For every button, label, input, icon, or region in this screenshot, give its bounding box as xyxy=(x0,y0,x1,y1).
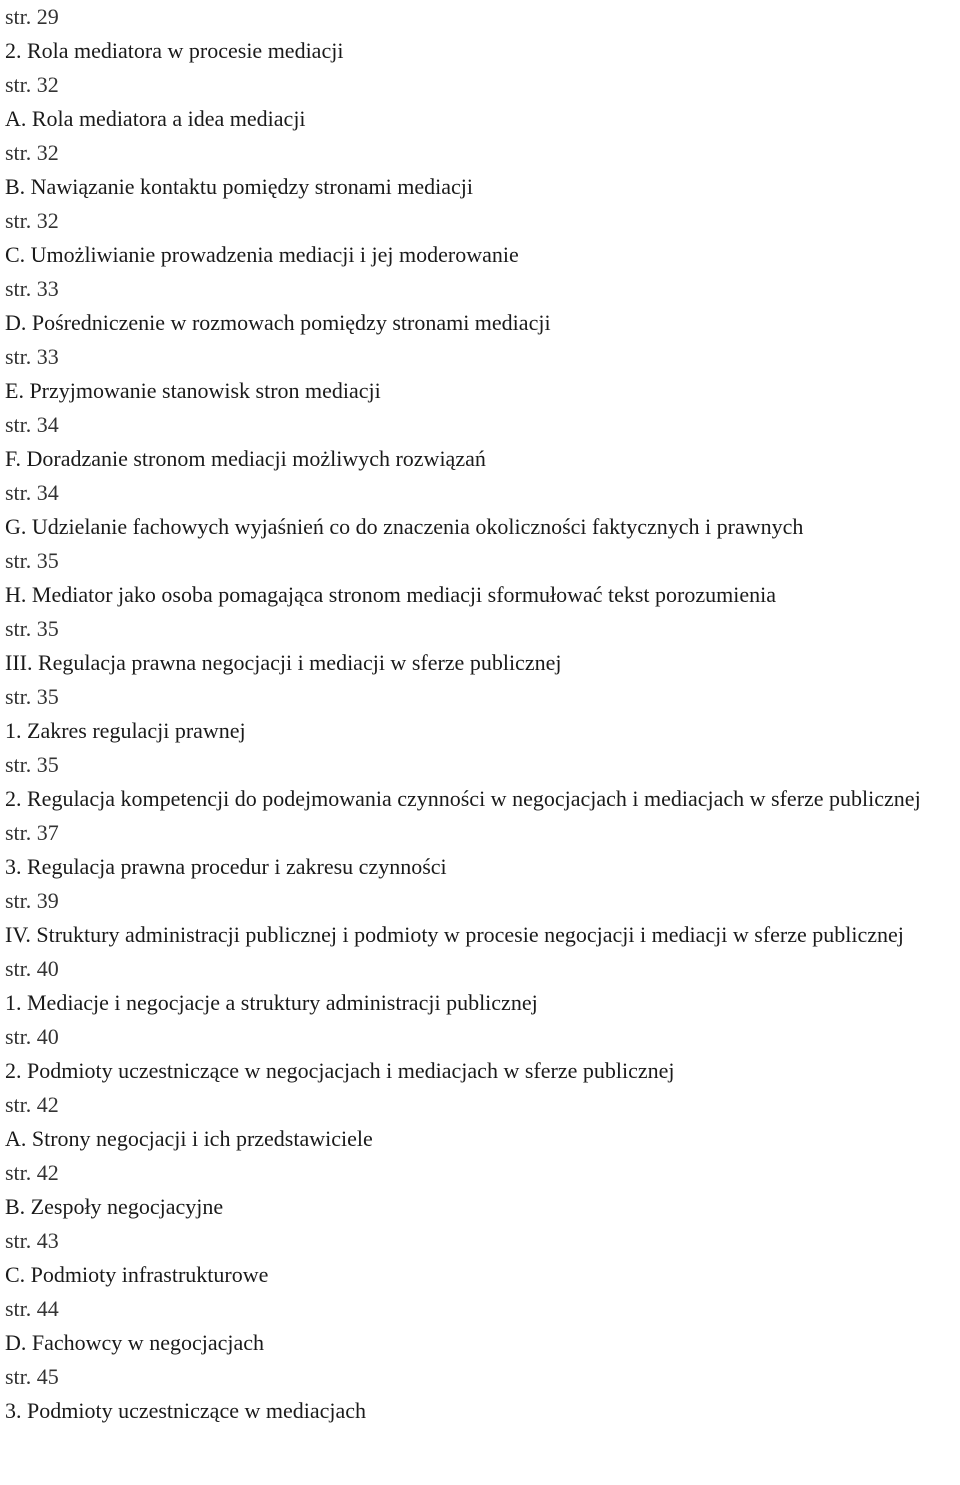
toc-page-number: str. 32 xyxy=(5,72,59,97)
toc-page-number: str. 35 xyxy=(5,752,59,777)
toc-entry-title: 2. Rola mediatora w procesie mediacji xyxy=(5,38,344,63)
toc-page-number: str. 37 xyxy=(5,820,59,845)
toc-entry-title: D. Pośredniczenie w rozmowach pomiędzy stronami mediacji xyxy=(5,310,551,335)
table-of-contents xyxy=(5,0,955,1428)
toc-page-number: str. 45 xyxy=(5,1364,59,1389)
toc-page-number: str. 29 xyxy=(5,4,59,29)
toc-page-number: str. 42 xyxy=(5,1160,59,1185)
toc-page-number: str. 35 xyxy=(5,548,59,573)
toc-page-number: str. 33 xyxy=(5,344,59,369)
toc-entry-title: IV. Struktury administracji publicznej i podmioty w procesie negocjacji i mediacji w sferze publicznej xyxy=(5,922,904,947)
toc-entry-title: A. Rola mediatora a idea mediacji xyxy=(5,106,306,131)
toc-entry-title: F. Doradzanie stronom mediacji możliwych rozwiązań xyxy=(5,446,486,471)
toc-entry-title: H. Mediator jako osoba pomagająca stronom mediacji sformułować tekst porozumienia xyxy=(5,582,776,607)
toc-page-number: str. 33 xyxy=(5,276,59,301)
toc-entry-title: C. Podmioty infrastrukturowe xyxy=(5,1262,269,1287)
toc-page-number: str. 44 xyxy=(5,1296,59,1321)
toc-entry-title: C. Umożliwianie prowadzenia mediacji i jej moderowanie xyxy=(5,242,519,267)
toc-entry-title: G. Udzielanie fachowych wyjaśnień co do znaczenia okoliczności faktycznych i prawnych xyxy=(5,514,804,539)
toc-entry-title: 3. Regulacja prawna procedur i zakresu czynności xyxy=(5,854,447,879)
toc-page-number: str. 42 xyxy=(5,1092,59,1117)
toc-entry-title: B. Zespoły negocjacyjne xyxy=(5,1194,224,1219)
toc-page-number: str. 35 xyxy=(5,684,59,709)
toc-page-number: str. 40 xyxy=(5,1024,59,1049)
toc-entry-title: A. Strony negocjacji i ich przedstawiciele xyxy=(5,1126,373,1151)
toc-entry-title: III. Regulacja prawna negocjacji i mediacji w sferze publicznej xyxy=(5,650,562,675)
toc-entry-title: E. Przyjmowanie stanowisk stron mediacji xyxy=(5,378,381,403)
toc-page-number: str. 34 xyxy=(5,412,59,437)
toc-page-number: str. 32 xyxy=(5,140,59,165)
toc-entry-title: 2. Podmioty uczestniczące w negocjacjach i mediacjach w sferze publicznej xyxy=(5,1058,675,1083)
toc-entry-title: 2. Regulacja kompetencji do podejmowania czynności w negocjacjach i mediacjach w sferze publicznej xyxy=(5,786,921,811)
toc-page-number: str. 40 xyxy=(5,956,59,981)
toc-page-number: str. 39 xyxy=(5,888,59,913)
toc-entry-title: B. Nawiązanie kontaktu pomiędzy stronami mediacji xyxy=(5,174,473,199)
toc-page-number: str. 35 xyxy=(5,616,59,641)
toc-page-number: str. 32 xyxy=(5,208,59,233)
toc-entry-title: 1. Mediacje i negocjacje a struktury administracji publicznej xyxy=(5,990,538,1015)
toc-entry-title: D. Fachowcy w negocjacjach xyxy=(5,1330,265,1355)
toc-entry-title: 1. Zakres regulacji prawnej xyxy=(5,718,246,743)
toc-page-number: str. 34 xyxy=(5,480,59,505)
toc-page-number: str. 43 xyxy=(5,1228,59,1253)
toc-entry-title: 3. Podmioty uczestniczące w mediacjach xyxy=(5,1398,367,1423)
